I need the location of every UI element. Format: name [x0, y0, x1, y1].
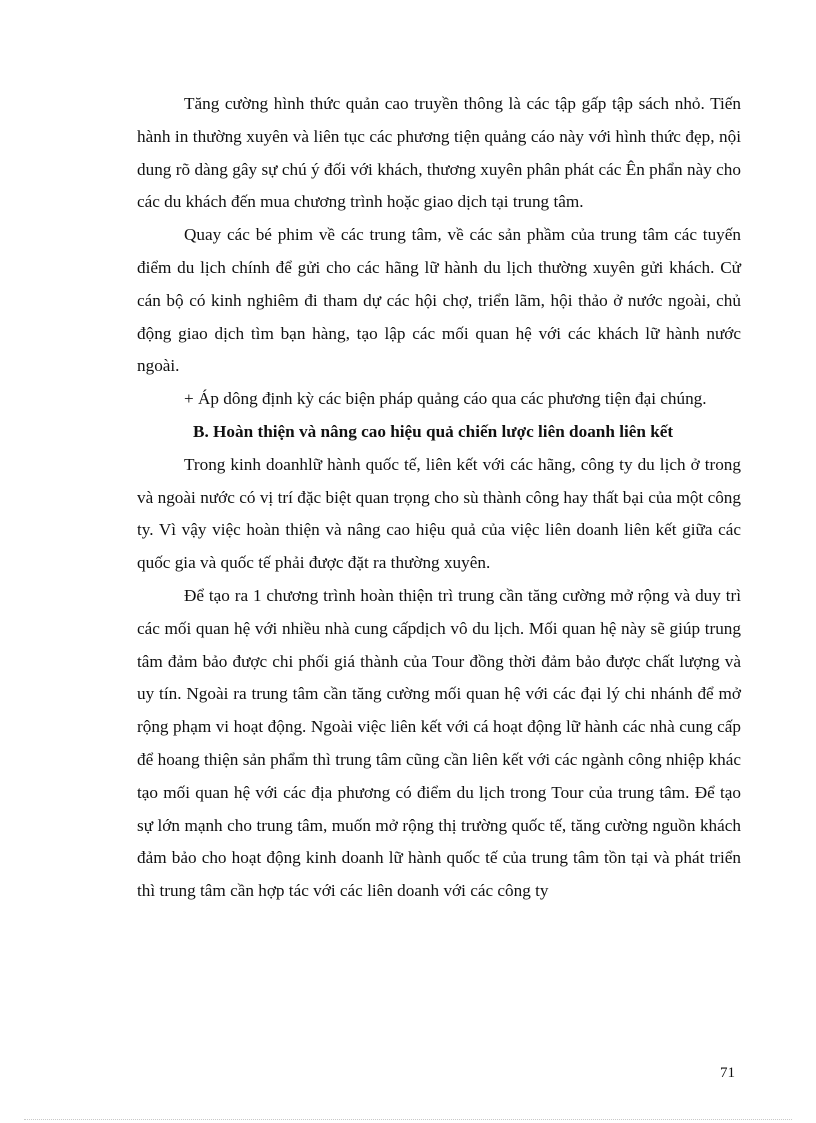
- section-heading: B. Hoàn thiện và nâng cao hiệu quả chiến lược liên doanh liên kết: [193, 421, 674, 441]
- footer-divider: [24, 1119, 792, 1120]
- paragraph-mass-media: + Áp dông định kỳ các biện pháp quảng cáo qua các phương tiện đại chúng.: [184, 389, 707, 409]
- paragraph-promotional-films: Quay các bé phim về các trung tâm, về các sản phầm của trung tâm các tuyến điểm du lịch chính để gửi cho các hãng lữ hành du lịch thường xuyên gửi khách. Cử cán bộ có kinh nghiêm đi tham dự các hội chợ, triển lãm, hội thảo ở nước ngoài, chủ động giao dịch tìm bạn hàng, tạo lập các mối quan hệ với các khách lữ hành nước ngoài.: [137, 225, 741, 376]
- paragraph-supplier-relations: Để tạo ra 1 chương trình hoàn thiện trì trung cần tăng cường mở rộng và duy trì các mối quan hệ với nhiều nhà cung cấpdịch vô du lịch. Mối quan hệ này sẽ giúp trung tâm đảm bảo được chi phối giá thành của Tour đồng thời đảm bảo được chất lượng và uy tín. Ngoài ra trung tâm cần tăng cường mối quan hệ với các đại lý chi nhánh để mở rộng phạm vi hoạt động. Ngoài việc liên kết với cá hoạt động lữ hành các nhà cung cấp để hoang thiện sản phẩm thì trung tâm cũng cần liên kết với các ngành công nhiệp khác tạo mối quan hệ với các địa phương có điểm du lịch trong Tour của trung tâm. Để tạo sự lớn mạnh cho trung tâm, muốn mở rộng thị trường quốc tế, tăng cường nguồn khách đảm bảo cho hoạt động kinh doanh lữ hành quốc tế của trung tâm tồn tại và phát triển thì trung tâm cần hợp tác với các liên doanh với các công ty: [137, 585, 741, 901]
- page-content: [137, 88, 741, 908]
- paragraph-advertising-brochures: Tăng cường hình thức quản cao truyền thông là các tập gấp tập sách nhỏ. Tiến hành in thường xuyên và liên tục các phương tiện quảng cáo này với hình thức đẹp, nội dung rõ dàng gây sự chú ý đối với khách, thương xuyên phân phát các Ên phẩn này cho các du khách đến mua chương trình hoặc giao dịch tại trung tâm.: [137, 94, 741, 212]
- page-number: 71: [720, 1065, 735, 1081]
- paragraph-international-linkage: Trong kinh doanhlữ hành quốc tế, liên kết với các hãng, công ty du lịch ở trong và ngoài nước có vị trí đặc biệt quan trọng cho sù thành công hay thất bại của một công ty. Vì vậy việc hoàn thiện và nâng cao hiệu quả của việc liên doanh liên kết giữa các quốc gia và quốc tế phải được đặt ra thường xuyên.: [137, 454, 741, 573]
